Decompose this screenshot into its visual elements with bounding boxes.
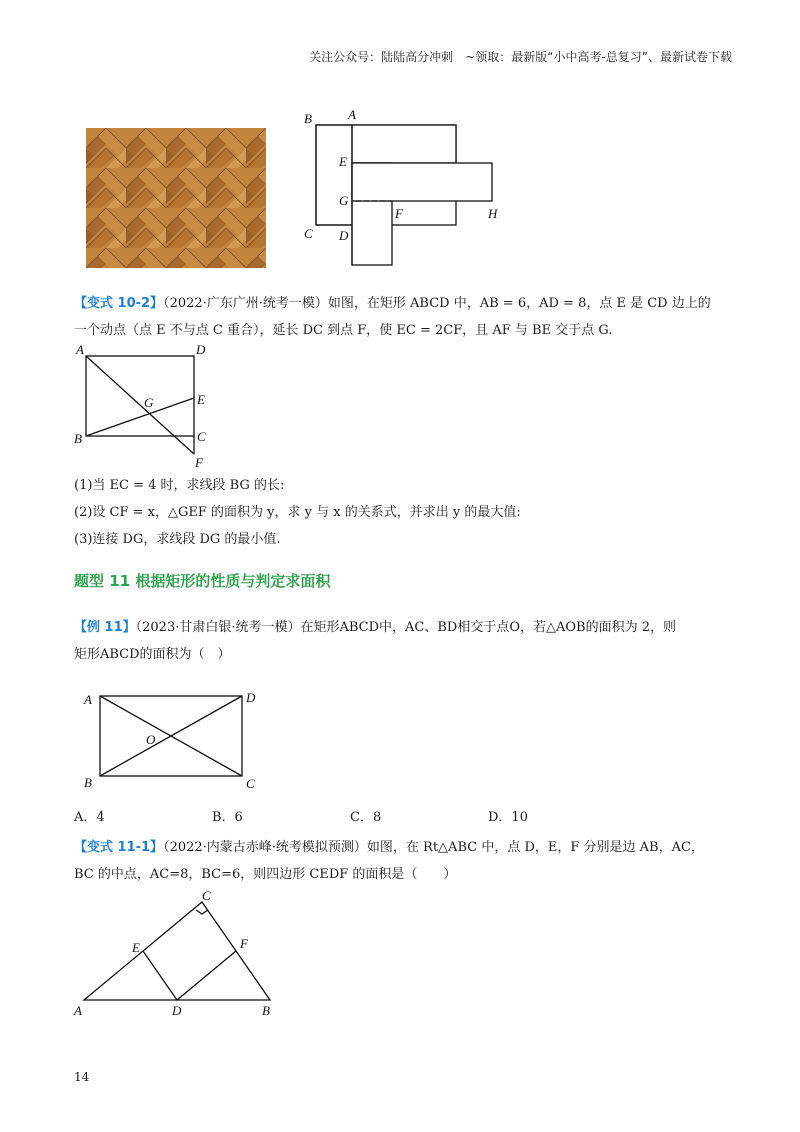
label-F: F [240,936,248,951]
section-title: 题型 11 根据矩形的性质与判定求面积 [74,572,331,590]
label-A: A [348,108,356,122]
label-C: C [304,226,313,241]
label-D: D [339,228,349,243]
question-1: (1)当 EC = 4 时，求线段 BG 的长: [74,478,285,493]
rect-top-horizontal [352,125,456,163]
herringbone-pattern [86,128,266,268]
label-D: D [196,342,206,357]
label-C: C [197,429,206,444]
variant-10-2-tag: 【变式 10-2】 [74,296,164,311]
variant-11-1-statement [74,834,724,888]
label-B: B [84,775,92,790]
segment-AF [86,356,194,454]
variant-10-2-questions [74,472,724,553]
segment-BE [86,398,194,436]
page-header: 关注公众号：陆陆高分冲刺 ~领取：最新版“小中高考-总复习”、最新试卷下载 [309,50,732,64]
label-C: C [246,776,255,791]
option-d: D．10 [488,810,528,825]
label-A: A [74,1003,82,1018]
label-B: B [74,431,82,446]
example-11-figure [76,684,276,794]
triangle-ABC [84,902,270,1000]
page-number: 14 [74,1070,90,1084]
label-D: D [172,1003,182,1018]
example-11-tag: 【例 11】 [74,620,136,635]
variant-10-2-figure [70,340,220,470]
label-H: H [488,206,498,221]
parquet-floor-photo [86,128,266,268]
question-2: (2)设 CF = x，△GEF 的面积为 y，求 y 与 x 的关系式，并求出 y 的最大值: [74,505,521,520]
variant-10-2-line1: （2022·广东广州·统考一模）如图，在矩形 ABCD 中，AB = 6，AD = 8，点 E 是 CD 边上的 [163,296,711,311]
variant-11-1-line2: BC 的中点，AC=8，BC=6，则四边形 CEDF 的面积是（ ） [74,867,457,882]
variant-10-2-line2: 一个动点（点 E 不与点 C 重合），延长 DC 到点 F，使 EC = 2CF，且 AF 与 BE 交于点 G. [74,323,613,338]
label-B: B [304,111,312,126]
example-11-line1: （2023·甘肃白银·统考一模）在矩形ABCD中，AC、BD相交于点O，若△AOB的面积为 2，则 [135,620,676,635]
variant-11-1-line1: （2022·内蒙古赤峰·统考模拟预测）如图，在 Rt△ABC 中，点 D，E，F 分别是边 AB，AC， [163,840,704,855]
variant-11-1-figure [70,888,290,1023]
variant-10-2-statement [74,290,724,344]
label-B: B [262,1003,270,1018]
example-11-line2: 矩形ABCD的面积为（ ） [74,647,231,662]
variant-11-1-tag: 【变式 11-1】 [74,840,164,855]
label-A: A [84,692,92,707]
parquet-rectangle-figure [296,108,506,273]
label-C: C [202,888,211,903]
label-D: D [246,690,256,705]
label-E: E [339,154,347,169]
example-11-statement [74,614,724,668]
option-c: C．8 [350,810,382,825]
quad-sides-ED-DF [143,951,236,1000]
label-E: E [132,940,140,955]
rect-middle-horizontal [352,163,492,201]
label-E: E [197,392,205,407]
option-b: B．6 [212,810,243,825]
label-F: F [195,455,203,470]
label-O: O [146,732,156,747]
question-3: (3)连接 DG，求线段 DG 的最小值. [74,532,281,547]
label-F: F [395,206,403,221]
label-A: A [76,342,84,357]
right-angle-mark [196,910,208,914]
label-G: G [339,193,349,208]
label-G: G [144,395,154,410]
option-a: A．4 [74,810,105,825]
